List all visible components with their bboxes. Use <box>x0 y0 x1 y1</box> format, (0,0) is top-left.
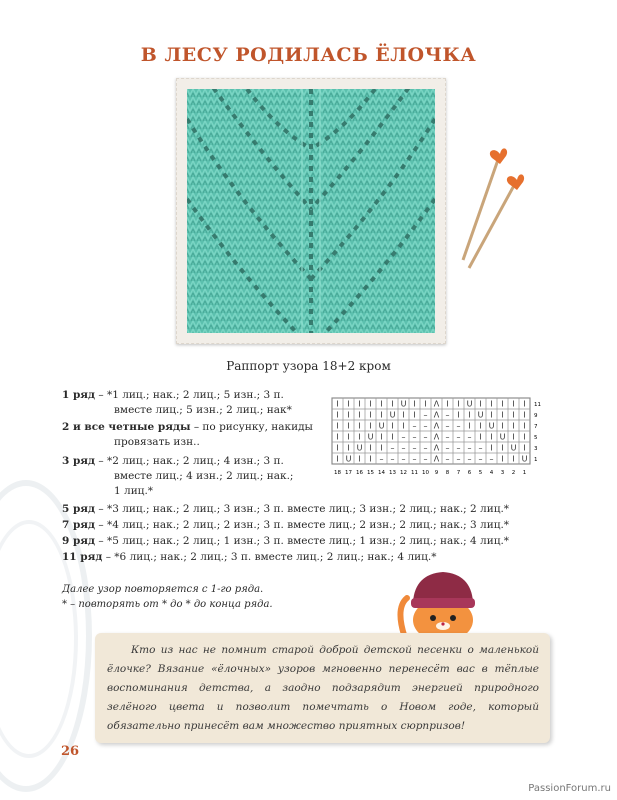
chart-row-number: 5 <box>534 435 538 441</box>
chart-symbol: I <box>512 410 515 420</box>
chart-symbol: U <box>521 454 528 464</box>
chart-symbol: I <box>380 410 383 420</box>
chart-symbol: U <box>345 454 352 464</box>
row-label: 7 ряд <box>62 519 96 531</box>
chart-symbol: – <box>401 443 406 453</box>
chart-symbol: I <box>457 410 460 420</box>
chart-symbol: I <box>512 454 515 464</box>
chart-symbol: U <box>499 432 506 442</box>
chart-col-number: 16 <box>356 470 363 476</box>
chart-symbol: U <box>400 399 407 409</box>
chart-col-number: 14 <box>378 470 385 476</box>
chart-row-number: 11 <box>534 402 541 408</box>
chart-symbol: Λ <box>433 454 440 464</box>
chart-symbol: – <box>467 454 472 464</box>
row-label: 9 ряд <box>62 535 96 547</box>
row-text: вместе лиц.; 4 изн.; 2 лиц.; нак.; <box>114 470 294 482</box>
knitting-needles-icon <box>455 140 535 274</box>
chart-symbol: U <box>477 410 484 420</box>
row-text: 1 лиц.* <box>114 485 154 497</box>
row-label: 1 ряд <box>62 389 96 401</box>
note-asterisk: * – повторять от * до * до конца ряда. <box>62 599 273 610</box>
chart-symbol: I <box>369 443 372 453</box>
chart-symbol: I <box>380 399 383 409</box>
chart-symbol: – <box>390 454 395 464</box>
row-label: 11 ряд <box>62 551 103 563</box>
chart-symbol: I <box>457 399 460 409</box>
chart-col-number: 17 <box>345 470 352 476</box>
row-text: – *4 лиц.; нак.; 2 лиц.; 2 изн.; 3 п. вместе лиц.; 2 изн.; 2 лиц.; нак.; 3 лиц.* <box>98 519 510 531</box>
chart-symbol: I <box>468 410 471 420</box>
knitting-chart <box>330 396 560 490</box>
chart-col-number: 15 <box>367 470 374 476</box>
row-label: 5 ряд <box>62 503 96 515</box>
chart-symbol: – <box>423 432 428 442</box>
chart-symbol: – <box>445 432 450 442</box>
note-repeat: Далее узор повторяется с 1-го ряда. <box>62 584 264 595</box>
chart-symbol: I <box>512 421 515 431</box>
chart-col-number: 6 <box>467 470 472 476</box>
chart-col-number: 1 <box>522 470 527 476</box>
chart-symbol: – <box>445 454 450 464</box>
chart-col-number: 11 <box>411 470 418 476</box>
chart-symbol: – <box>456 454 461 464</box>
chart-symbol: I <box>347 410 350 420</box>
chart-symbol: – <box>478 443 483 453</box>
row-text: – по рисунку, накиды <box>193 421 313 433</box>
chart-symbol: Λ <box>433 410 440 420</box>
row-text: – *6 лиц.; нак.; 2 лиц.; 3 п. вместе лиц.; 2 лиц.; нак.; 4 лиц.* <box>105 551 437 563</box>
chart-symbol: I <box>413 410 416 420</box>
chart-col-number: 2 <box>511 470 516 476</box>
chart-symbol: I <box>501 454 504 464</box>
watermark: PassionForum.ru <box>528 783 611 794</box>
chart-symbol: – <box>456 421 461 431</box>
chart-symbol: Λ <box>433 399 440 409</box>
info-box <box>95 633 550 743</box>
chart-symbol: I <box>347 432 350 442</box>
chart-symbol: I <box>446 399 449 409</box>
row-label: 2 и все четные ряды <box>62 421 191 433</box>
stamp-frame <box>176 78 446 344</box>
chart-symbol: I <box>336 432 339 442</box>
chart-symbol: – <box>489 454 494 464</box>
chart-symbol: I <box>490 410 493 420</box>
chart-col-number: 13 <box>389 470 396 476</box>
chart-col-number: 4 <box>489 470 494 476</box>
chart-symbol: – <box>390 443 395 453</box>
info-box-text: Кто из нас не помнит старой доброй детской песенки о маленькой ёлочке? Вязание «ёлочных» узоров мгновенно перенесёт вас в тёплые воспоминания детства, а заодно подзарядит энергией природного зелёного цвета и позволит помечтать о Новом годе, который обязательно принесёт вам множество приятных сюрпризов! <box>107 644 539 732</box>
chart-symbol: I <box>336 410 339 420</box>
chart-symbol: I <box>369 421 372 431</box>
chart-symbol: I <box>424 399 427 409</box>
chart-symbol: I <box>512 399 515 409</box>
chart-col-number: 8 <box>445 470 450 476</box>
chart-symbol: I <box>391 432 394 442</box>
row-1 <box>62 388 292 418</box>
chart-col-number: 18 <box>334 470 341 476</box>
chart-symbol: – <box>478 454 483 464</box>
chart-symbol: – <box>423 421 428 431</box>
chart-symbol: I <box>523 410 526 420</box>
chart-symbol: I <box>380 443 383 453</box>
chart-symbol: U <box>488 421 495 431</box>
chart-symbol: – <box>412 443 417 453</box>
chart-symbol: – <box>445 421 450 431</box>
chart-col-number: 9 <box>434 470 439 476</box>
chart-symbol: I <box>391 399 394 409</box>
chart-col-number: 3 <box>500 470 505 476</box>
chart-symbol: I <box>402 421 405 431</box>
chart-symbol: – <box>401 454 406 464</box>
row-11 <box>62 550 436 565</box>
chart-row-number: 9 <box>534 413 538 419</box>
chart-symbol: I <box>336 443 339 453</box>
row-text: – *1 лиц.; нак.; 2 лиц.; 5 изн.; 3 п. <box>98 389 284 401</box>
chart-symbol: I <box>479 399 482 409</box>
chart-symbol: I <box>523 421 526 431</box>
chart-symbol: I <box>336 399 339 409</box>
chart-symbol: I <box>358 454 361 464</box>
chart-row-number: 3 <box>534 446 538 452</box>
row-text: – *5 лиц.; нак.; 2 лиц.; 1 изн.; 3 п. вместе лиц.; 1 изн.; 2 лиц.; нак.; 4 лиц.* <box>98 535 510 547</box>
notes <box>62 582 273 612</box>
chart-symbol: – <box>456 443 461 453</box>
chart-symbol: U <box>356 443 363 453</box>
chart-symbol: I <box>523 432 526 442</box>
chart-symbol: U <box>389 410 396 420</box>
chart-col-number: 7 <box>456 470 461 476</box>
chart-symbol: I <box>347 399 350 409</box>
chart-symbol: I <box>336 421 339 431</box>
chart-symbol: I <box>523 443 526 453</box>
page-number: 26 <box>61 744 80 759</box>
chart-symbol: – <box>423 443 428 453</box>
chart-symbol: I <box>358 432 361 442</box>
chart-symbol: I <box>512 432 515 442</box>
chart-symbol: I <box>490 432 493 442</box>
chart-symbol: Λ <box>433 421 440 431</box>
page-title: В ЛЕСУ РОДИЛАСЬ ЁЛОЧКА <box>140 44 477 66</box>
row-text: вместе лиц.; 5 изн.; 2 лиц.; нак* <box>114 404 292 416</box>
chart-symbol: I <box>402 410 405 420</box>
chart-symbol: – <box>467 432 472 442</box>
chart-col-number: 10 <box>422 470 429 476</box>
chart-symbol: I <box>380 432 383 442</box>
chart-symbol: I <box>391 421 394 431</box>
row-5 <box>62 502 509 517</box>
chart-symbol: U <box>367 432 374 442</box>
chart-col-number: 5 <box>478 470 483 476</box>
chart-symbol: I <box>479 421 482 431</box>
chart-symbol: I <box>369 399 372 409</box>
chart-row-number: 1 <box>534 457 538 463</box>
chart-symbol: I <box>523 399 526 409</box>
chart-symbol: – <box>412 454 417 464</box>
row-label: 3 ряд <box>62 455 96 467</box>
chart-symbol: Λ <box>433 443 440 453</box>
chart-symbol: – <box>412 421 417 431</box>
chart-symbol: U <box>378 421 385 431</box>
chart-symbol: – <box>423 410 428 420</box>
chart-symbol: I <box>347 443 350 453</box>
chart-symbol: Λ <box>433 432 440 442</box>
row-7 <box>62 518 509 533</box>
row-text: – *2 лиц.; нак.; 2 лиц.; 4 изн.; 3 п. <box>98 455 284 467</box>
chart-symbol: – <box>379 454 384 464</box>
row-3 <box>62 454 293 499</box>
chart-symbol: I <box>490 399 493 409</box>
chart-row-number: 7 <box>534 424 538 430</box>
chart-symbol: – <box>401 432 406 442</box>
chart-symbol: I <box>369 410 372 420</box>
chart-symbol: – <box>412 432 417 442</box>
chart-symbol: I <box>336 454 339 464</box>
chart-symbol: – <box>456 432 461 442</box>
chart-symbol: I <box>358 421 361 431</box>
knit-pattern-photo <box>187 89 435 333</box>
row-text: – *3 лиц.; нак.; 2 лиц.; 3 изн.; 3 п. вместе лиц.; 3 изн.; 2 лиц.; нак.; 2 лиц.* <box>98 503 510 515</box>
chart-symbol: I <box>490 443 493 453</box>
chart-symbol: I <box>501 421 504 431</box>
row-text: провязать изн.. <box>114 436 200 448</box>
chart-symbol: I <box>468 421 471 431</box>
chart-symbol: I <box>501 443 504 453</box>
chart-symbol: U <box>510 443 517 453</box>
pattern-caption: Раппорт узора 18+2 кром <box>226 359 391 373</box>
chart-symbol: – <box>423 454 428 464</box>
chart-symbol: I <box>358 410 361 420</box>
chart-symbol: I <box>501 410 504 420</box>
chart-col-number: 12 <box>400 470 407 476</box>
chart-symbol: I <box>358 399 361 409</box>
chart-symbol: – <box>467 443 472 453</box>
chart-symbol: I <box>347 421 350 431</box>
chart-symbol: – <box>445 443 450 453</box>
chart-symbol: I <box>501 399 504 409</box>
row-even <box>62 420 313 450</box>
chart-symbol: I <box>413 399 416 409</box>
chart-symbol: I <box>479 432 482 442</box>
chart-symbol: U <box>466 399 473 409</box>
row-9 <box>62 534 509 549</box>
chart-symbol: – <box>445 410 450 420</box>
chart-symbol: I <box>369 454 372 464</box>
